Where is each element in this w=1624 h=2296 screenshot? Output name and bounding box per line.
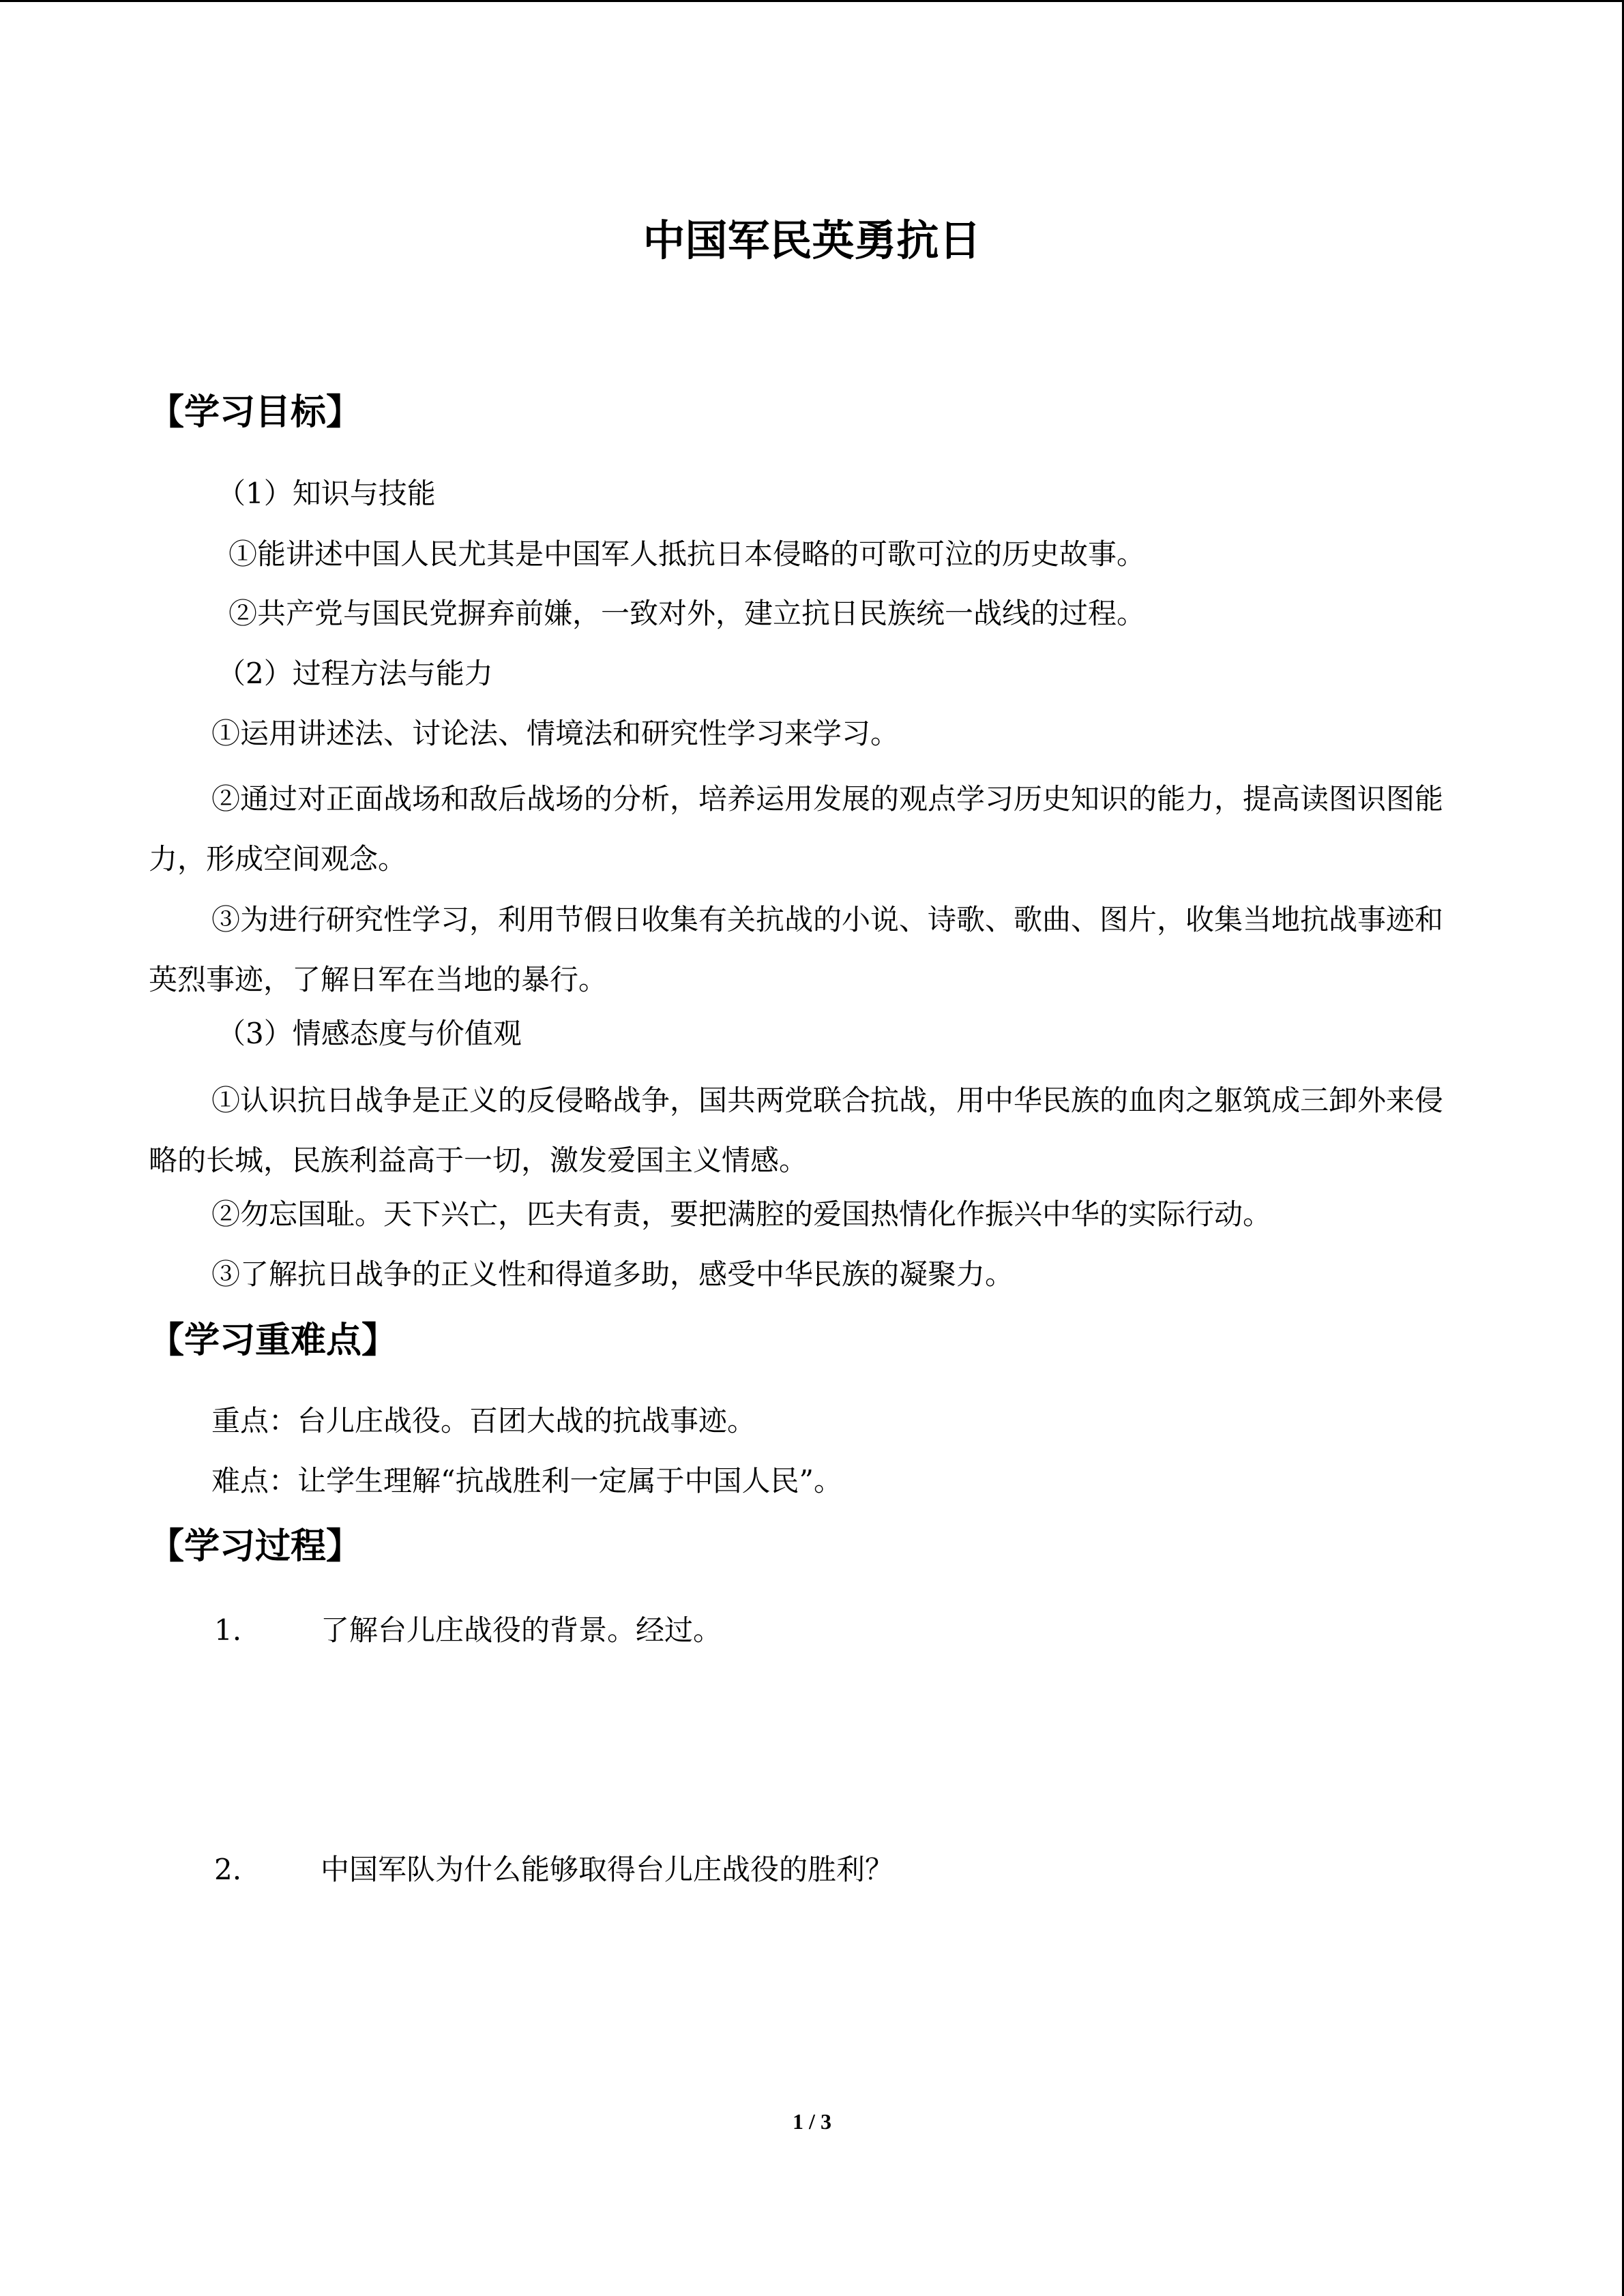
objectives-part3-title: （3）情感态度与价值观 [217, 1017, 522, 1050]
question-number: 1. [214, 1613, 242, 1647]
process-heading: 【学习过程】 [149, 1526, 362, 1567]
question-text: 中国军队为什么能够取得台儿庄战役的胜利？ [321, 1853, 894, 1886]
page-number: 1 / 3 [793, 2109, 831, 2134]
objectives-part1-title: （1）知识与技能 [217, 477, 436, 510]
objectives-part2-item: ②通过对正面战场和敌后战场的分析，培养运用发展的观点学习历史知识的能力，提高读图识图能力，形成空间观念。 [149, 782, 1444, 876]
key-points-focus: 重点：台儿庄战役。百团大战的抗战事迹。 [211, 1404, 756, 1437]
key-points-difficulty: 难点：让学生理解“抗战胜利一定属于中国人民”。 [211, 1464, 842, 1497]
objectives-heading: 【学习目标】 [149, 392, 362, 433]
key-points-heading: 【学习重难点】 [149, 1320, 398, 1361]
page-border-top [0, 0, 1624, 2]
objectives-part2-item: ①运用讲述法、讨论法、情境法和研究性学习来学习。 [211, 717, 900, 750]
question-number: 2. [214, 1853, 242, 1886]
question-text: 了解台儿庄战役的背景。经过。 [321, 1613, 722, 1647]
objectives-part2-item: ③为进行研究性学习，利用节假日收集有关抗战的小说、诗歌、歌曲、图片，收集当地抗战事迹和英烈事迹，了解日军在当地的暴行。 [149, 903, 1444, 996]
objectives-part1-item: ②共产党与国民党摒弃前嫌，一致对外，建立抗日民族统一战线的过程。 [228, 597, 1146, 630]
objectives-part3-item: ①认识抗日战争是正义的反侵略战争，国共两党联合抗战，用中华民族的血肉之躯筑成三卸外来侵略的长城，民族利益高于一切，激发爱国主义情感。 [149, 1084, 1444, 1177]
document-title: 中国军民英勇抗日 [643, 215, 981, 265]
objectives-part1-item: ①能讲述中国人民尤其是中国军人抵抗日本侵略的可歌可泣的历史故事。 [228, 537, 1146, 571]
objectives-part3-item: ③了解抗日战争的正义性和得道多助，感受中华民族的凝聚力。 [211, 1257, 1014, 1291]
objectives-part2-title: （2）过程方法与能力 [217, 657, 493, 690]
objectives-part3-item: ②勿忘国耻。天下兴亡，匹夫有责，要把满腔的爱国热情化作振兴中华的实际行动。 [211, 1197, 1272, 1231]
